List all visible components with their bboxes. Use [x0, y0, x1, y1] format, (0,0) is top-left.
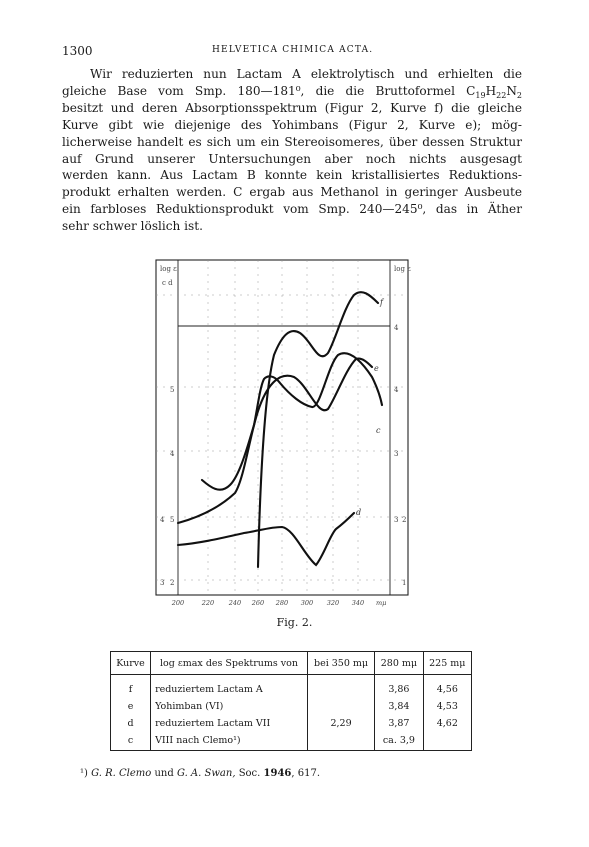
cell-225: 4,62	[423, 715, 471, 732]
footnote-author2: G. A. Swan,	[176, 768, 236, 779]
curve-label-e: e	[374, 364, 379, 373]
footnote-year: 1946	[263, 768, 292, 779]
text-line: Kurve gibt wie diejenige des Yohimbans (Figur 2, Kurve e); mög-	[62, 117, 522, 132]
curve-label-c: c	[376, 426, 381, 435]
left-small-tick: 2	[170, 579, 175, 587]
cell-substance: reduziertem Lactam VII	[151, 715, 308, 732]
cell-kurve: c	[111, 732, 151, 751]
col-header-225: 225 mμ	[423, 652, 471, 675]
table-row	[111, 715, 472, 732]
cell-350	[307, 675, 374, 699]
x-unit: mμ	[376, 599, 387, 607]
text-line: auf Grund unserer Untersuchungen aber noch nichts ausgesagt	[62, 151, 522, 166]
text-line: gleiche Base vom Smp. 180—181⁰, die die Bruttoformel $C_{19}H_{22}N_2$	[62, 83, 522, 100]
cell-kurve: e	[111, 698, 151, 715]
table-row	[111, 675, 472, 699]
left-scale-letters: c d	[162, 279, 173, 287]
running-title: HELVETICA CHIMICA ACTA.	[212, 45, 374, 55]
left-tick: 3	[160, 579, 165, 587]
cell-substance: reduziertem Lactam A	[151, 675, 308, 699]
spectrum-plot	[140, 255, 430, 615]
left-tick: 4	[170, 450, 175, 458]
table-row	[111, 698, 472, 715]
curve-f	[258, 292, 378, 567]
col-header-350: bei 350 mμ	[307, 652, 374, 675]
text-line: licherweise handelt es sich um ein Stereoisomeres, über dessen Struktur	[62, 134, 522, 149]
footnote-journal: Soc.	[238, 768, 261, 779]
curve-label-f: f	[380, 298, 383, 307]
x-tick: 220	[201, 599, 215, 607]
x-tick: 340	[351, 599, 365, 607]
spectrum-curves	[178, 292, 382, 567]
footnote-page: , 617.	[291, 768, 320, 779]
cell-280: 3,86	[375, 675, 423, 699]
cell-280: ca. 3,9	[375, 732, 423, 751]
curve-e	[178, 359, 372, 523]
text-line: ein farbloses Reduktionsprodukt vom Smp. 240—245⁰, das in Äther	[62, 202, 522, 217]
cell-350	[307, 698, 374, 715]
right-tick: 3	[394, 516, 399, 524]
right-tick: 4	[394, 386, 399, 394]
cell-kurve: f	[111, 675, 151, 699]
footnote-conj: und	[154, 768, 174, 779]
cell-350: 2,29	[307, 715, 374, 732]
cell-substance: VIII nach Clemo¹)	[151, 732, 308, 751]
body-paragraph	[62, 66, 522, 235]
curve-label-d: d	[356, 508, 362, 517]
grid	[156, 260, 408, 595]
x-tick: 280	[275, 599, 289, 607]
cell-350	[307, 732, 374, 751]
cell-280: 3,87	[375, 715, 423, 732]
col-header-kurve: Kurve	[111, 652, 151, 675]
right-tick: 4	[394, 324, 399, 332]
right-axis-title: log ε	[394, 265, 411, 273]
footnote-author: G. R. Clemo	[91, 768, 152, 779]
text-line: sehr schwer löslich ist.	[62, 219, 203, 234]
x-tick: 200	[171, 599, 185, 607]
text-line: produkt erhalten werden. C ergab aus Methanol in geringer Ausbeute	[62, 185, 522, 200]
col-header-substance: log εmax des Spektrums von	[151, 652, 308, 675]
left-axis-title: log ε	[160, 265, 177, 273]
col-header-280: 280 mμ	[375, 652, 423, 675]
cell-kurve: d	[111, 715, 151, 732]
x-tick: 320	[326, 599, 340, 607]
x-tick: 240	[228, 599, 242, 607]
figure-caption: Fig. 2.	[276, 616, 313, 629]
absorption-table	[110, 651, 472, 751]
cell-225: 4,56	[423, 675, 471, 699]
cell-225	[423, 732, 471, 751]
page-number: 1300	[62, 44, 93, 58]
left-small-tick: 5	[170, 516, 175, 524]
cell-substance: Yohimban (VI)	[151, 698, 308, 715]
page-header	[62, 44, 522, 60]
right-small-tick: 1	[402, 579, 407, 587]
cell-280: 3,84	[375, 698, 423, 715]
cell-225: 4,53	[423, 698, 471, 715]
table-header-row	[111, 652, 472, 675]
text-line: werden kann. Aus Lactam B konnte kein kristallisiertes Reduktions-	[62, 168, 522, 183]
text-line: Wir reduzierten nun Lactam A elektrolytisch und erhielten die	[90, 67, 522, 81]
right-small-tick: 2	[402, 516, 407, 524]
uv-spectrum-figure	[140, 255, 430, 615]
curve-d	[178, 513, 354, 565]
text-line: besitzt und deren Absorptionsspektrum (Figur 2, Kurve f) die gleiche	[62, 100, 522, 115]
x-tick: 260	[251, 599, 265, 607]
x-tick: 300	[300, 599, 314, 607]
left-tick: 4	[160, 516, 165, 524]
curve-c	[202, 353, 382, 489]
table-row	[111, 732, 472, 751]
footnote-mark: ¹)	[80, 768, 88, 779]
right-tick: 3	[394, 450, 399, 458]
footnote	[80, 768, 320, 779]
left-tick: 5	[170, 386, 175, 394]
